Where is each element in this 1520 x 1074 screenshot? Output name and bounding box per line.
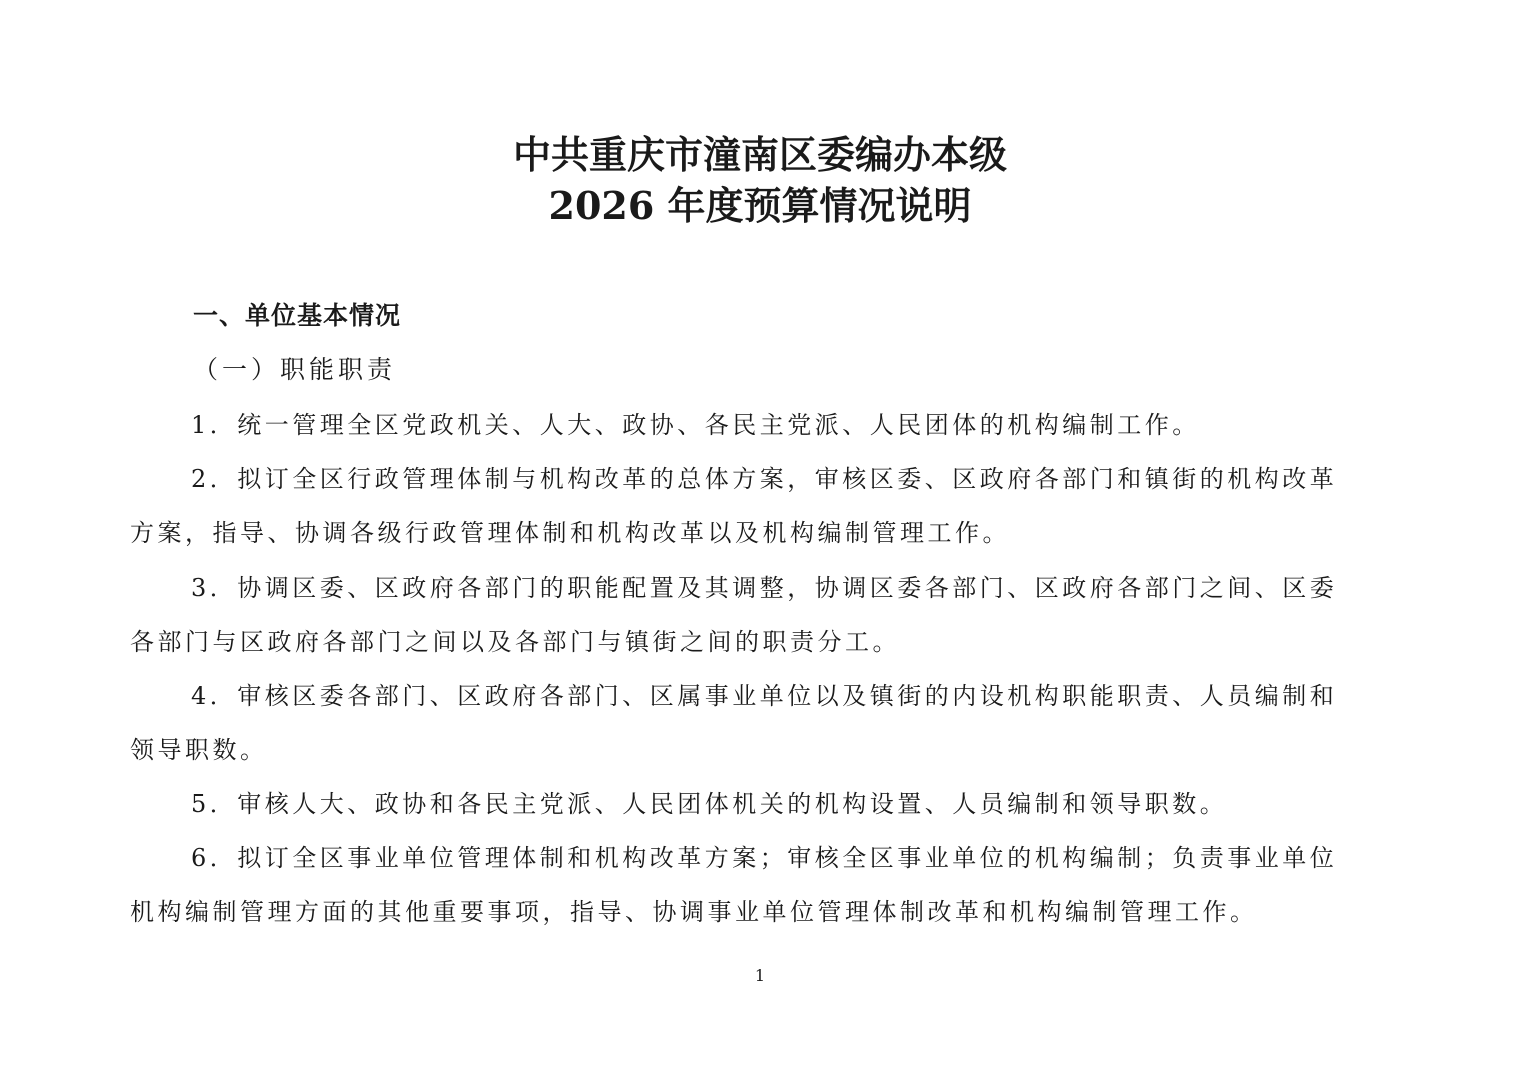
subheading-functions: （一）职能职责 (193, 355, 397, 384)
duty-item-line: 领导职数。 (130, 736, 268, 764)
duty-item-6 (130, 831, 1392, 939)
document-title-line2: 2026 年度预算情况说明 (548, 183, 972, 228)
duty-item-line: 6．拟订全区事业单位管理体制和机构改革方案；审核全区事业单位的机构编制；负责事业单位 (191, 844, 1338, 872)
duty-item-line: 2．拟订全区行政管理体制与机构改革的总体方案，审核区委、区政府各部门和镇街的机构改革 (191, 465, 1338, 493)
duty-item-3 (130, 561, 1392, 669)
duty-item-line: 5．审核人大、政协和各民主党派、人民团体机关的机构设置、人员编制和领导职数。 (191, 790, 1228, 818)
duty-item-line: 1．统一管理全区党政机关、人大、政协、各民主党派、人民团体的机构编制工作。 (191, 411, 1200, 439)
page-number: 1 (754, 966, 766, 985)
duty-item-line: 3．协调区委、区政府各部门的职能配置及其调整，协调区委各部门、区政府各部门之间、区委 (191, 574, 1338, 602)
duty-item-1 (130, 398, 1392, 452)
duty-item-line: 4．审核区委各部门、区政府各部门、区属事业单位以及镇街的内设机构职能职责、人员编制和 (191, 682, 1338, 710)
duty-item-5 (130, 777, 1392, 831)
section-heading: 一、单位基本情况 (193, 301, 402, 330)
duty-item-line: 方案，指导、协调各级行政管理体制和机构改革以及机构编制管理工作。 (130, 519, 1010, 547)
duty-item-4 (130, 669, 1392, 777)
document-title-line1: 中共重庆市潼南区委编办本级 (512, 132, 1007, 177)
duty-item-line: 各部门与区政府各部门之间以及各部门与镇街之间的职责分工。 (130, 628, 900, 656)
duty-item-2 (130, 452, 1392, 560)
duty-item-line: 机构编制管理方面的其他重要事项，指导、协调事业单位管理体制改革和机构编制管理工作。 (130, 898, 1258, 926)
